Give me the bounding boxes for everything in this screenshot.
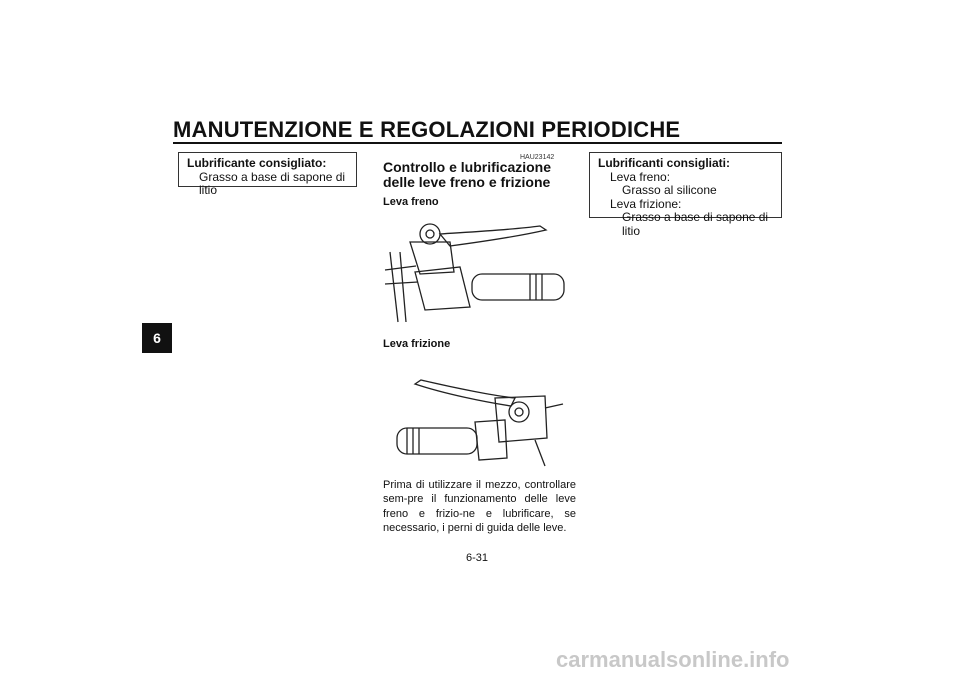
lubricants-box <box>589 152 782 238</box>
header-rule <box>173 142 782 144</box>
brake-lever-illustration <box>380 212 570 324</box>
chapter-tab: 6 <box>142 323 172 353</box>
section-code: HAU23142 <box>520 154 555 161</box>
clutch-lever-illustration <box>395 378 565 468</box>
body-paragraph: Prima di utilizzare il mezzo, controllare sem-pre il funzionamento delle leve freno e frizio-ne e lubrificare, se necessario, i perni di guida delle leve. <box>383 479 576 534</box>
section-title: Controllo e lubrificazione delle leve freno e frizione <box>383 159 552 190</box>
watermark: carmanualsonline.info <box>556 647 790 672</box>
brake-lever-label: Leva freno <box>383 196 439 208</box>
lubricant-label: Lubrificante consigliato: <box>187 156 327 170</box>
page-title: MANUTENZIONE E REGOLAZIONI PERIODICHE <box>173 117 681 142</box>
brake-value: Grasso al silicone <box>622 183 717 197</box>
lubricants-label: Lubrificanti consigliati: <box>598 156 731 170</box>
page-number: 6-31 <box>466 552 489 564</box>
brake-heading: Leva freno: <box>610 169 671 184</box>
clutch-heading: Leva frizione: <box>610 196 682 211</box>
lubricant-value: Grasso a base di sapone di litio <box>199 169 346 197</box>
clutch-lever-label: Leva frizione <box>383 338 451 350</box>
lubricant-box <box>178 152 357 197</box>
clutch-value: Grasso a base di sapone di litio <box>622 210 769 238</box>
